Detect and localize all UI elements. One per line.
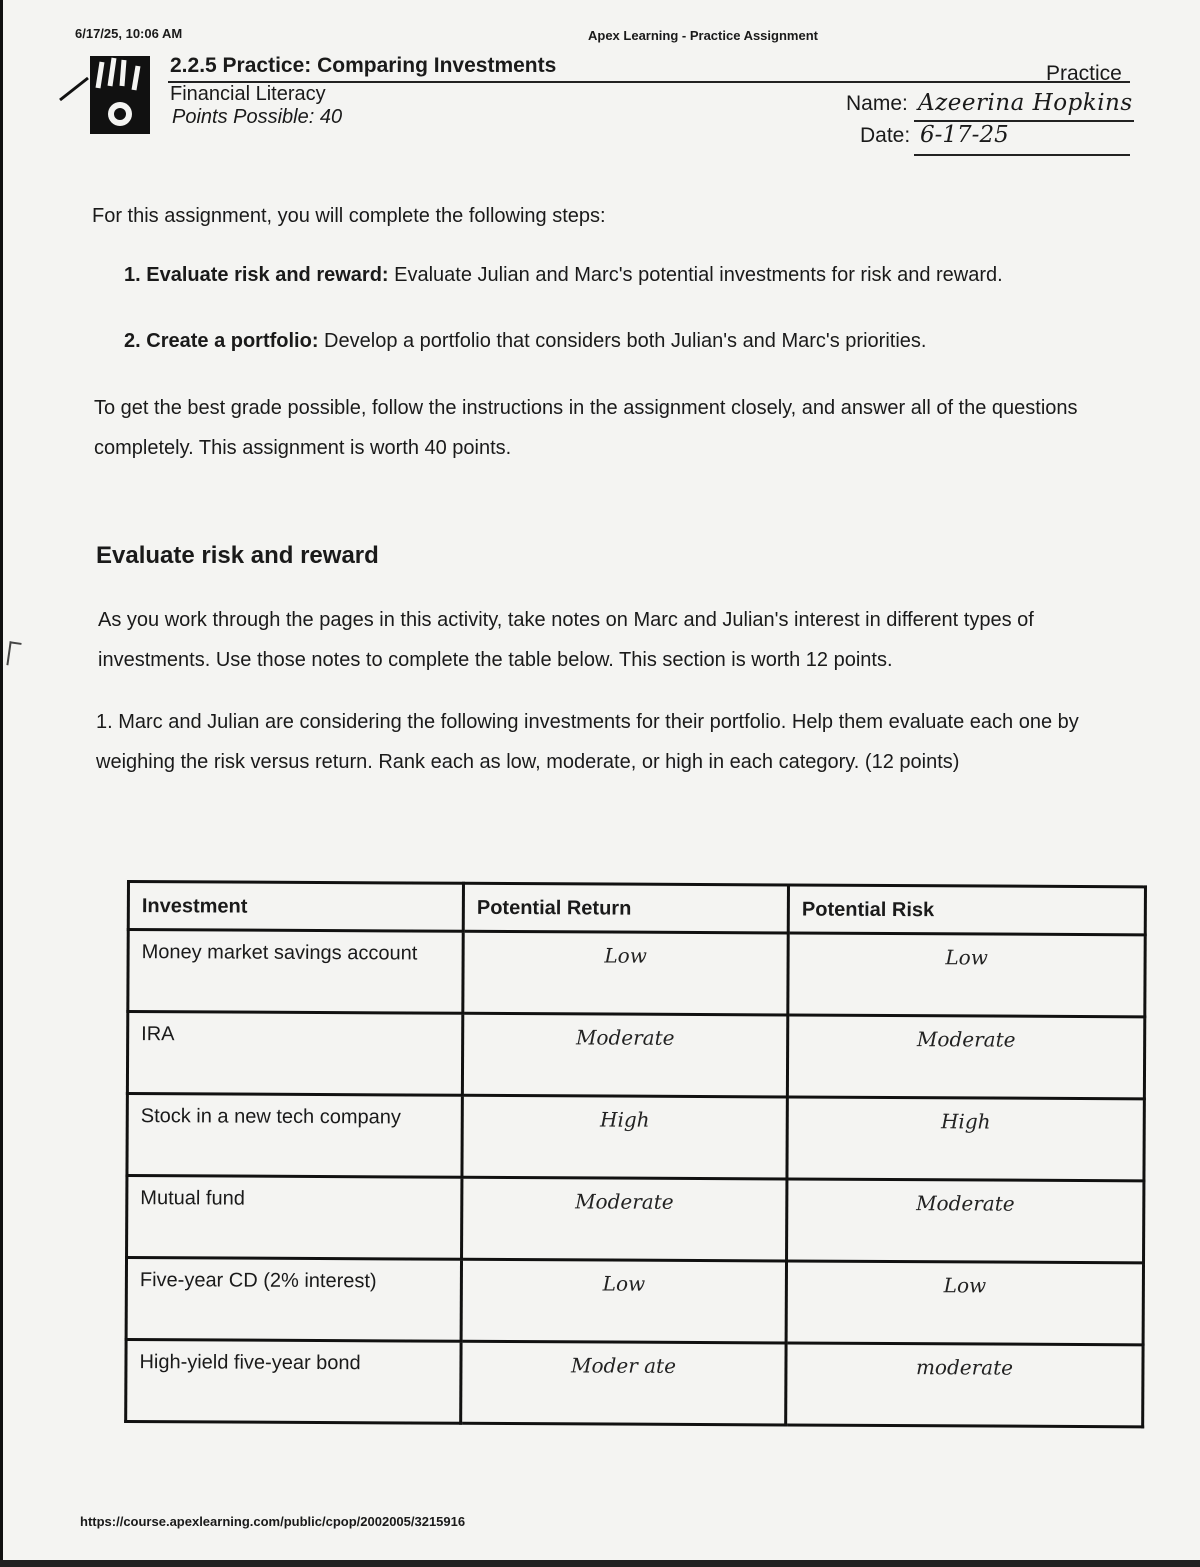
risk-cell[interactable]: Low — [786, 1261, 1143, 1345]
investment-table — [124, 880, 1147, 1428]
return-cell[interactable]: Moder ate — [461, 1341, 786, 1425]
course-name: Financial Literacy — [170, 83, 326, 105]
return-cell[interactable]: Low — [461, 1259, 786, 1343]
investment-cell: Five-year CD (2% interest) — [126, 1258, 461, 1342]
step-title: Create a portfolio: — [146, 330, 319, 352]
print-site-title: Apex Learning - Practice Assignment — [588, 28, 818, 43]
table-row — [126, 1340, 1143, 1427]
table-row — [127, 1176, 1144, 1263]
step-description: Evaluate Julian and Marc's potential investments for risk and reward. — [388, 264, 1003, 286]
risk-cell[interactable]: High — [787, 1097, 1144, 1181]
table-header-row — [128, 882, 1145, 935]
header-potential-return: Potential Return — [463, 883, 788, 933]
risk-cell[interactable]: Moderate — [787, 1179, 1144, 1263]
scan-bottom-edge — [0, 1560, 1200, 1567]
date-underline — [914, 154, 1130, 156]
risk-cell[interactable]: Moderate — [787, 1015, 1144, 1099]
name-label: Name: — [846, 92, 908, 115]
assignment-title: 2.2.5 Practice: Comparing Investments — [170, 54, 557, 77]
table-row — [127, 1094, 1144, 1181]
date-label: Date: — [860, 124, 911, 147]
table-row — [128, 930, 1145, 1017]
step-number: 1. — [124, 264, 141, 286]
step-item — [124, 330, 926, 353]
grade-note: To get the best grade possible, follow the instructions in the assignment closely, and answer all of the questions completely. This assignment is worth 40 points. — [94, 397, 1078, 459]
points-possible: Points Possible: 40 — [172, 106, 343, 128]
footer-url-link[interactable]: https://course.apexlearning.com/public/cpop/2002005/3215916 — [80, 1514, 466, 1529]
investment-cell: Money market savings account — [128, 930, 463, 1014]
header-investment: Investment — [128, 882, 463, 932]
section-instructions: As you work through the pages in this activity, take notes on Marc and Julian's interest in different types of investments. Use those notes to complete the table below. This section is worth 12 points. — [98, 609, 1034, 671]
print-datetime: 6/17/25, 10:06 AM — [75, 26, 183, 41]
question-1: 1. Marc and Julian are considering the following investments for their portfolio. Help them evaluate each one by weighing the risk versus return. Rank each as low, moderate, or high in each category. (12 points) — [96, 711, 1079, 773]
scan-edge — [0, 0, 3, 1567]
step-number: 2. — [124, 330, 141, 352]
table-row — [127, 1012, 1144, 1099]
step-title: Evaluate risk and reward: — [146, 264, 389, 286]
intro-text: For this assignment, you will complete the following steps: — [92, 205, 606, 227]
table-row — [126, 1258, 1143, 1345]
investment-cell: IRA — [127, 1012, 462, 1096]
step-description: Develop a portfolio that considers both Julian's and Marc's priorities. — [318, 330, 927, 352]
return-cell[interactable]: Moderate — [462, 1177, 787, 1261]
header-potential-risk: Potential Risk — [788, 885, 1145, 935]
risk-cell[interactable]: moderate — [786, 1343, 1143, 1427]
margin-mark — [6, 641, 21, 666]
risk-cell[interactable]: Low — [788, 933, 1145, 1017]
apex-learning-logo-icon — [58, 48, 156, 138]
assignment-type-label: Practice — [1046, 62, 1122, 85]
step-item — [124, 264, 1003, 287]
section-heading: Evaluate risk and reward — [96, 542, 379, 569]
return-cell[interactable]: High — [462, 1095, 787, 1179]
name-field[interactable]: Azeerina Hopkins — [918, 90, 1133, 116]
return-cell[interactable]: Low — [463, 931, 788, 1015]
investment-cell: Stock in a new tech company — [127, 1094, 462, 1178]
date-field[interactable]: 6-17-25 — [920, 122, 1009, 148]
investment-cell: High-yield five-year bond — [126, 1340, 461, 1424]
investment-cell: Mutual fund — [127, 1176, 462, 1260]
return-cell[interactable]: Moderate — [462, 1013, 787, 1097]
